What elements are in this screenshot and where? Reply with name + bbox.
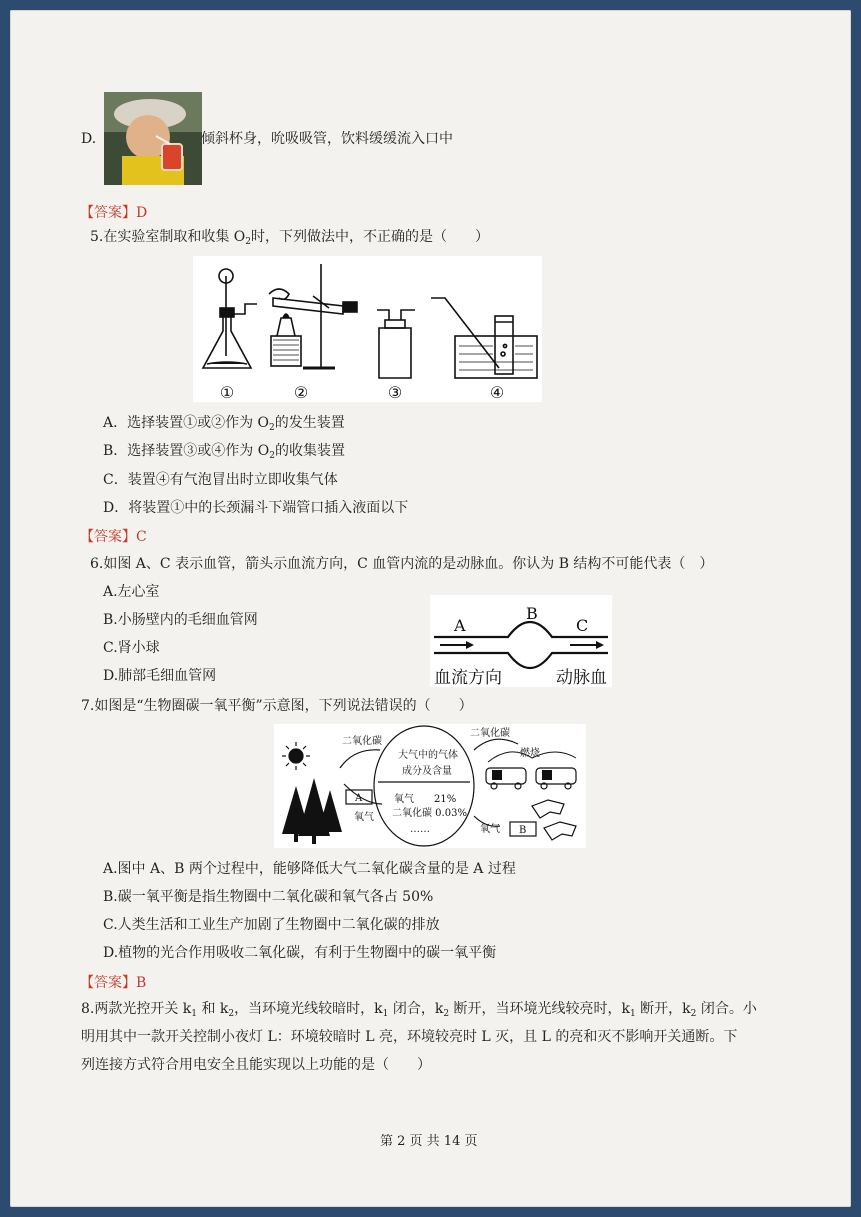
q6-option-d: D.肺部毛细血管网	[103, 668, 217, 684]
q5-answer	[80, 526, 147, 546]
label-co2-row: 二氧化碳 0.03%	[392, 808, 467, 819]
answer-tag: 【答案】	[80, 529, 136, 545]
q7-option-c: C.人类生活和工业生产加剧了生物圈中二氧化碳的排放	[103, 917, 440, 933]
label-o2-row: 氧气 21%	[394, 794, 457, 805]
document-page	[10, 10, 851, 1207]
q7-option-d: D.植物的光合作用吸收二氧化碳，有利于生物圈中的碳一氧平衡	[103, 945, 497, 961]
q5-option-d: D．将装置①中的长颈漏斗下端管口插入液面以下	[103, 500, 409, 516]
answer-value: D	[136, 205, 148, 221]
q7-option-b: B.碳一氧平衡是指生物圈中二氧化碳和氧气各占 50%	[103, 889, 434, 905]
q6-option-a: A.左心室	[103, 584, 160, 600]
label-title-1: 大气中的气体	[398, 750, 458, 761]
q4-answer	[80, 202, 147, 222]
label-burn: 燃烧	[520, 748, 540, 759]
q8-line-1: 8.两款光控开关 $k_1$ 和 $k_2$，当环境光线较暗时，$k_1$ 闭合，$k_2$ 断开，当环境光线较亮时，$k_1$ 断开，$k_2$ 闭合。小	[81, 1001, 757, 1019]
box-b-label: B	[519, 825, 527, 836]
label-o2-right: 氧气	[480, 824, 500, 835]
q5-fig-label-2: ②	[293, 383, 309, 402]
answer-tag: 【答案】	[80, 975, 136, 991]
label-title-2: 成分及含量	[402, 766, 452, 777]
answer-value: B	[136, 975, 147, 991]
q6-stem: 6.如图 A、C 表示血管，箭头示血流方向，C 血管内流的是动脉血。你认为 B 结构不可能代表（ ）	[90, 556, 714, 572]
q7-stem: 7.如图是“生物圈碳一氧平衡”示意图，下列说法错误的（ ）	[81, 698, 473, 714]
arterial-blood-caption: 动脉血	[556, 668, 607, 687]
answer-value: C	[136, 529, 147, 545]
q8-line-2: 明用其中一款开关控制小夜灯 L：环境较暗时 L 亮，环境较亮时 L 灭，且 L 的亮和灭不影响开关通断。下	[81, 1029, 738, 1045]
q5-option-b: B．选择装置③或④作为 $O_2$的收集装置	[103, 443, 345, 461]
label-o2-left: 氧气	[354, 812, 374, 823]
q4-option-d-text: 倾斜杯身，吮吸吸管，饮料缓缓流入口中	[201, 131, 453, 147]
q5-option-a: A．选择装置①或②作为 $O_2$的发生装置	[103, 415, 345, 433]
q7-option-a: A.图中 A、B 两个过程中，能够降低大气二氧化碳含量的是 A 过程	[103, 861, 516, 877]
q6-option-c: C.肾小球	[103, 640, 160, 656]
q7-answer	[80, 972, 146, 992]
label-co2-left: 二氧化碳	[342, 736, 382, 747]
child-drinking-photo	[104, 92, 202, 185]
q4-option-d-label: D.	[81, 131, 97, 147]
q5-stem: 5.在实验室制取和收集 $O_2$时，下列做法中，不正确的是（ ）	[90, 229, 490, 247]
box-a-label: A	[355, 793, 363, 804]
page-number-footer: 第 2 页 共 14 页	[380, 1134, 478, 1149]
blood-flow-caption: 血流方向	[434, 668, 502, 687]
vessel-label-b: B	[526, 604, 538, 623]
q5-fig-label-1: ①	[219, 383, 235, 402]
q5-fig-label-3: ③	[387, 383, 403, 402]
q7-carbon-oxygen-figure	[274, 724, 586, 848]
answer-tag: 【答案】	[80, 205, 136, 221]
q5-apparatus-figure	[193, 256, 542, 402]
label-co2-right: 二氧化碳	[470, 728, 510, 739]
label-dots: ……	[410, 824, 430, 835]
q5-option-c: C．装置④有气泡冒出时立即收集气体	[103, 472, 338, 488]
q6-blood-vessel-figure	[430, 595, 612, 687]
vessel-label-c: C	[576, 616, 589, 635]
vessel-label-a: A	[454, 616, 466, 635]
q5-fig-label-4: ④	[489, 383, 505, 402]
q6-option-b: B.小肠壁内的毛细血管网	[103, 612, 258, 628]
q8-line-3: 列连接方式符合用电安全且能实现以上功能的是（ ）	[81, 1057, 431, 1073]
